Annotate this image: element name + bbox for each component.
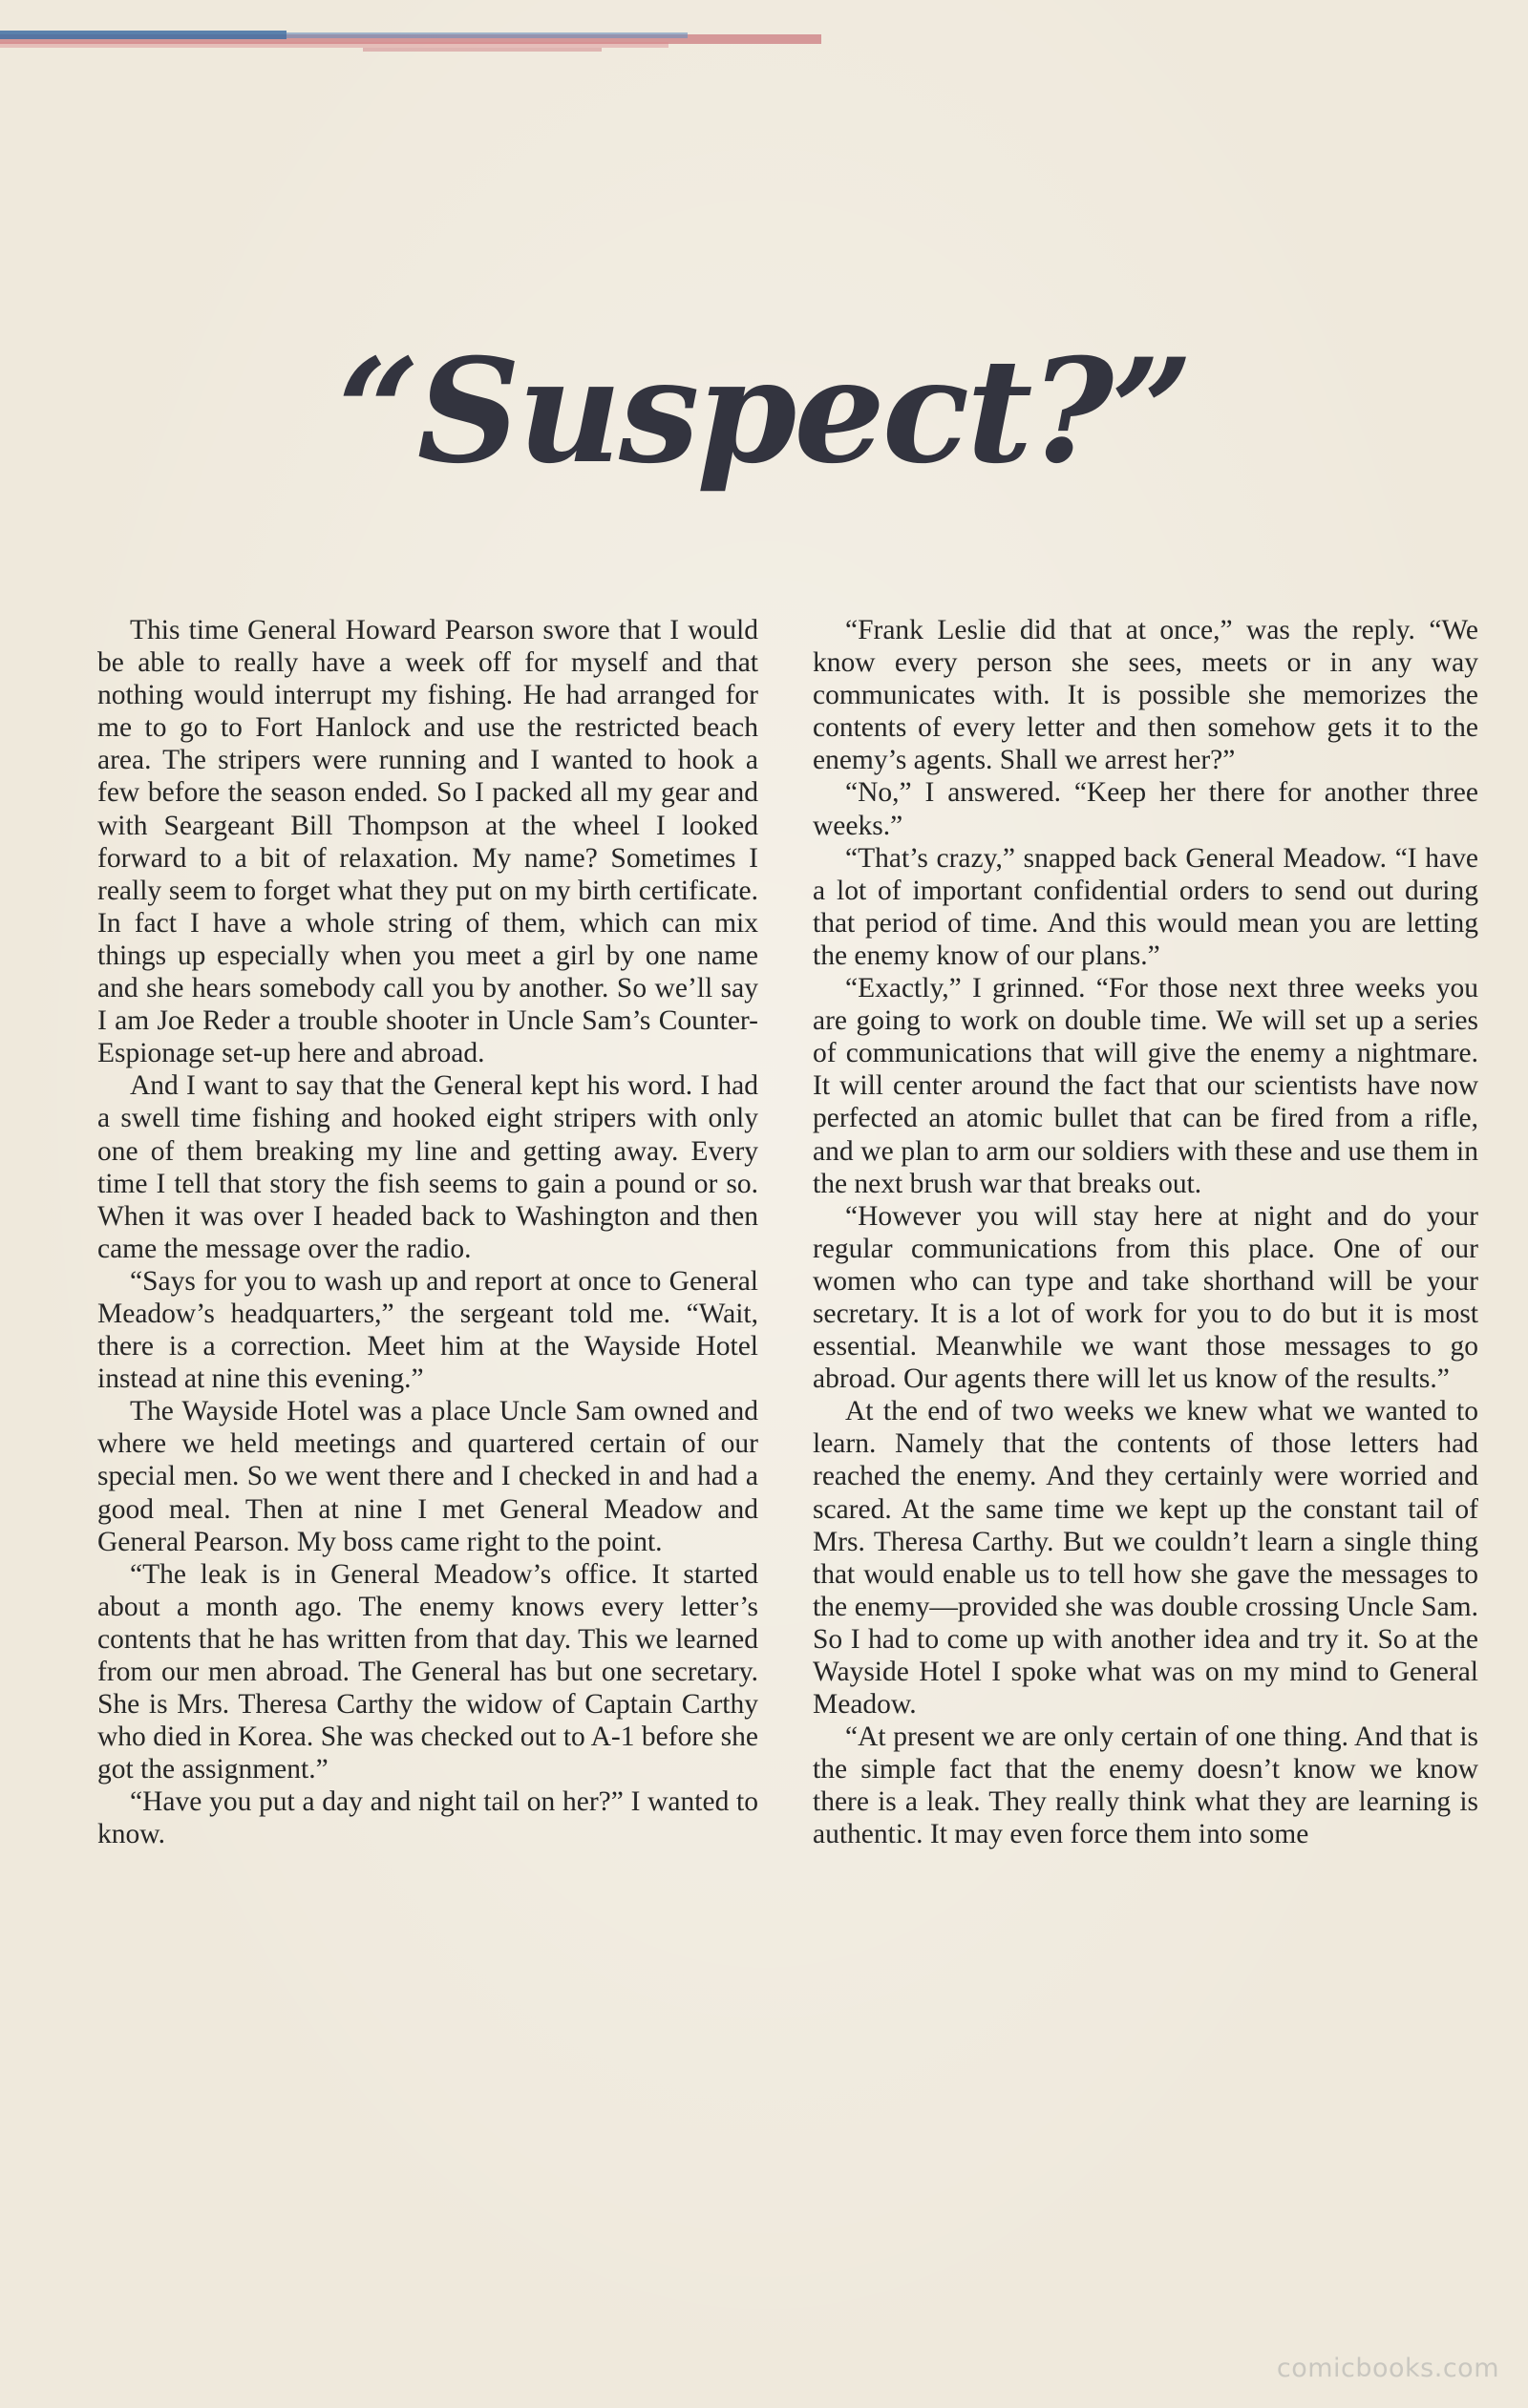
- right-column: [813, 614, 1478, 1851]
- paragraph: “That’s crazy,” snapped back General Meadow. “I have a lot of important confidential orders to send out during that period of time. And this would mean you are letting the enemy know of our plans.”: [813, 842, 1478, 971]
- left-column: [97, 614, 758, 1851]
- paragraph: “Says for you to wash up and report at once to General Meadow’s headquarters,” the sergeant told me. “Wait, there is a correction. Meet him at the Wayside Hotel instead at nine this evening.”: [97, 1265, 758, 1395]
- article-title: “Suspect?”: [337, 327, 1191, 496]
- paragraph: At the end of two weeks we knew what we wanted to learn. Namely that the contents of those letters had reached the enemy. And they certainly were worried and scared. At the same time we kept up the constant tail of Mrs. Theresa Carthy. But we couldn’t learn a single thing that would enable us to tell how she gave the messages to the enemy—provided she was double crossing Uncle Sam. So I had to come up with another idea and try it. So at the Wayside Hotel I spoke what was on my mind to General Meadow.: [813, 1396, 1478, 1721]
- source-watermark: comicbooks.com: [1276, 2354, 1499, 2383]
- paragraph: “No,” I answered. “Keep her there for another three weeks.”: [813, 777, 1478, 841]
- paragraph: “Exactly,” I grinned. “For those next three weeks you are going to work on double time. We will set up a series of communications that will give the enemy a nightmare. It will center around the fact that our scientists have now perfected an atomic bullet that can be fired from a rifle, and we plan to arm our soldiers with these and use them in the next brush war that breaks out.: [813, 973, 1478, 1199]
- torn-color-strip: [0, 29, 850, 61]
- paragraph: The Wayside Hotel was a place Uncle Sam owned and where we held meetings and quartered certain of our special men. So we went there and I checked in and had a good meal. Then at nine I met General Meadow and General Pearson. My boss came right to the point.: [97, 1396, 758, 1557]
- paragraph: “The leak is in General Meadow’s office. It started about a month ago. The enemy knows every letter’s contents that he has written from that day. This we learned from our men abroad. The General has but one secretary. She is Mrs. Theresa Carthy the widow of Captain Carthy who died in Korea. She was checked out to A-1 before she got the assignment.”: [97, 1558, 758, 1785]
- paragraph: “Have you put a day and night tail on her?” I wanted to know.: [97, 1786, 758, 1850]
- paragraph: And I want to say that the General kept his word. I had a swell time fishing and hooked eight stripers with only one of them breaking my line and getting away. Every time I tell that story the fish seems to gain a pound or so. When it was over I headed back to Washington and then came the message over the radio.: [97, 1070, 758, 1264]
- paragraph: This time General Howard Pearson swore that I would be able to really have a week off for myself and that nothing would interrupt my fishing. He had arranged for me to go to Fort Hanlock and use the restricted beach area. The stripers were running and I wanted to hook a few before the season ended. So I packed all my gear and with Seargeant Bill Thompson at the wheel I looked forward to a bit of relaxation. My name? Sometimes I really seem to forget what they put on my birth certificate. In fact I have a whole string of them, which can mix things up especially when you meet a girl by one name and she hears somebody call you by another. So we’ll say I am Joe Reder a trouble shooter in Uncle Sam’s Counter-Espionage set-up here and abroad.: [97, 615, 758, 1069]
- paragraph: “Frank Leslie did that at once,” was the reply. “We know every person she sees, meets or in any way communicates with. It is possible she memorizes the contents of every letter and then somehow gets it to the enemy’s agents. Shall we arrest her?”: [813, 615, 1478, 776]
- paragraph: “However you will stay here at night and do your regular communications from this place. One of our women who can type and take shorthand will be your secretary. It is a lot of work for you to do but it is most essential. Meanwhile we want those messages to go abroad. Our agents there will let us know of the results.”: [813, 1200, 1478, 1395]
- paragraph: “At present we are only certain of one thing. And that is the simple fact that the enemy doesn’t know we know there is a leak. They really think what they are learning is authentic. It may even force them into some: [813, 1722, 1478, 1850]
